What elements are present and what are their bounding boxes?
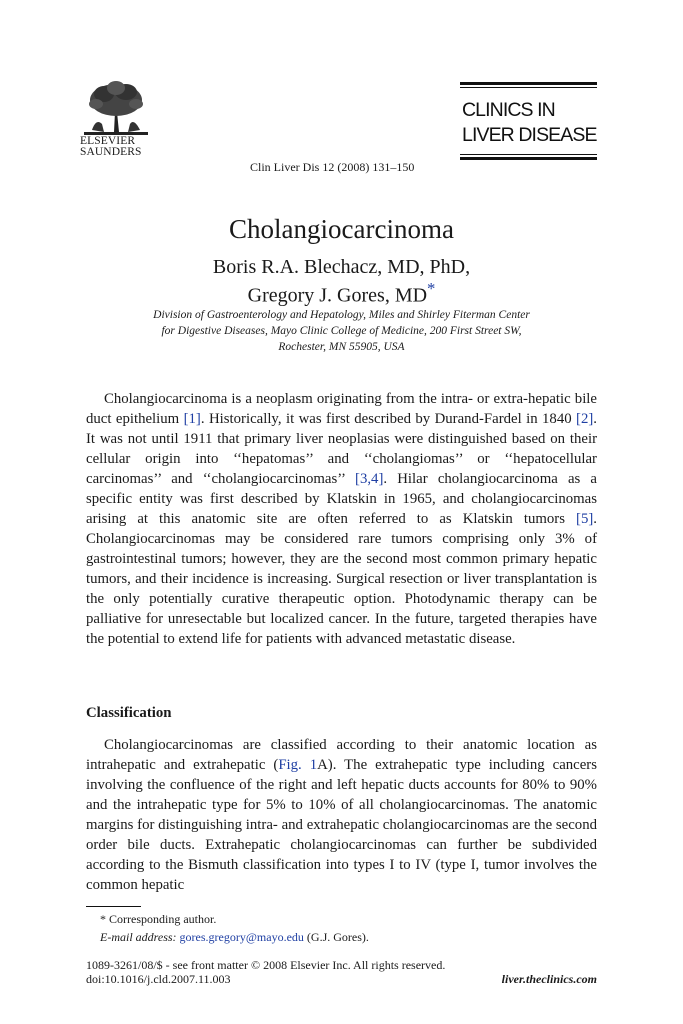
paragraph-text: . It was not until 1911 that primary liver neoplasias were distinguished based on their cellular origin into ‘‘hepatomas’’ and ‘‘cholangiomas’’ or ‘‘hepatocellular carcinomas’’ and ‘‘cholangiocarcinomas’’ — [86, 411, 597, 487]
email-note — [100, 930, 369, 945]
publisher-imprint: SAUNDERS — [80, 146, 142, 158]
author-line-2 — [0, 279, 683, 308]
affiliation-line-1: Division of Gastroenterology and Hepatology, Miles and Shirley Fiterman Center — [153, 309, 530, 321]
reference-link-2[interactable]: [2] — [576, 411, 594, 427]
corresponding-author-note — [100, 912, 216, 927]
tree-logo-icon — [84, 78, 148, 136]
paragraph-text: . Hilar cholangiocarcinoma as a specific entity was first described by Klatskin in 1965, and cholangiocarcinomas arising at this anatomic site are often referred to as Klatskin tumors — [86, 471, 597, 527]
paragraph-text: . Historically, it was first described by Durand-Fardel in 1840 — [200, 411, 577, 427]
figure-link[interactable]: Fig. 1 — [278, 757, 318, 773]
affiliation-line-3: Rochester, MN 55905, USA — [278, 341, 405, 353]
affiliation-line-2: for Digestive Diseases, Mayo Clinic College of Medicine, 200 First Street SW, — [161, 325, 522, 337]
paragraph-text: A). The extrahepatic type including cancers involving the confluence of the right and left hepatic ducts accounts for 80% to 90% and the intrahepatic type for 5% to 10% of all cholangiocarcinomas. The anatomic margins for distinguishing intra- and extrahepatic cholangiocarcinomas are the second order bile ducts. Extrahepatic cholangiocarcinomas can further be subdivided according to the Bismuth classification into types I to IV (type I, tumor involves the common hepatic — [86, 757, 597, 893]
footnote-divider — [86, 906, 141, 907]
publisher-name: ELSEVIER — [80, 135, 136, 147]
email-link[interactable]: gores.gregory@mayo.edu — [179, 930, 304, 944]
journal-name-line-2: LIVER DISEASE — [462, 124, 597, 146]
email-suffix: (G.J. Gores). — [303, 930, 369, 944]
classification-paragraph — [86, 735, 597, 895]
journal-name-line-1: CLINICS IN — [462, 99, 555, 121]
brand-bottom-rule — [460, 157, 597, 160]
author-line-1: Boris R.A. Blechacz, MD, PhD, — [212, 256, 471, 278]
reference-link-1[interactable]: [1] — [183, 411, 201, 427]
footnote-mark: * — [100, 912, 106, 926]
reference-link-5[interactable]: [5] — [576, 511, 594, 527]
reference-link-3-4[interactable]: [3,4] — [355, 471, 384, 487]
brand-bottom-rule-thin — [460, 154, 597, 155]
section-heading: Classification — [86, 705, 172, 721]
corresponding-author-link[interactable]: * — [427, 279, 436, 298]
publisher-logo — [80, 78, 160, 158]
journal-brand — [460, 82, 597, 160]
footnote-text: Corresponding author. — [109, 912, 217, 926]
paragraph-text: Cholangiocarcinomas are classified according to their anatomic location as intrahepatic and extrahepatic ( — [86, 737, 597, 773]
brand-top-rule — [460, 82, 597, 85]
journal-url-link[interactable]: liver.theclinics.com — [501, 972, 597, 986]
journal-citation: Clin Liver Dis 12 (2008) 131–150 — [250, 160, 415, 174]
issn-copyright: 1089-3261/08/$ - see front matter © 2008 Elsevier Inc. All rights reserved. — [86, 958, 446, 972]
email-label: E-mail address: — [100, 930, 177, 944]
article-title: Cholangiocarcinoma — [229, 214, 454, 244]
intro-paragraph — [86, 389, 597, 649]
paragraph-text: Cholangiocarcinoma is a neoplasm originating from the intra- or extra-hepatic bile duct epithelium — [86, 391, 597, 427]
doi: doi:10.1016/j.cld.2007.11.003 — [86, 972, 231, 986]
paragraph-text: . Cholangiocarcinomas may be considered rare tumors comprising only 3% of gastrointestinal tumors; however, they are the second most common primary hepatic tumors, and their incidence is increasing. Surgical resection or liver transplantation is the only potentially curative therapeutic option. Photodynamic therapy can be palliative for unresectable but localized cancer. In the future, targeted therapies have the potential to extend life for patients with advanced metastatic disease. — [86, 511, 597, 647]
author-name: Gregory J. Gores, MD — [247, 284, 428, 307]
